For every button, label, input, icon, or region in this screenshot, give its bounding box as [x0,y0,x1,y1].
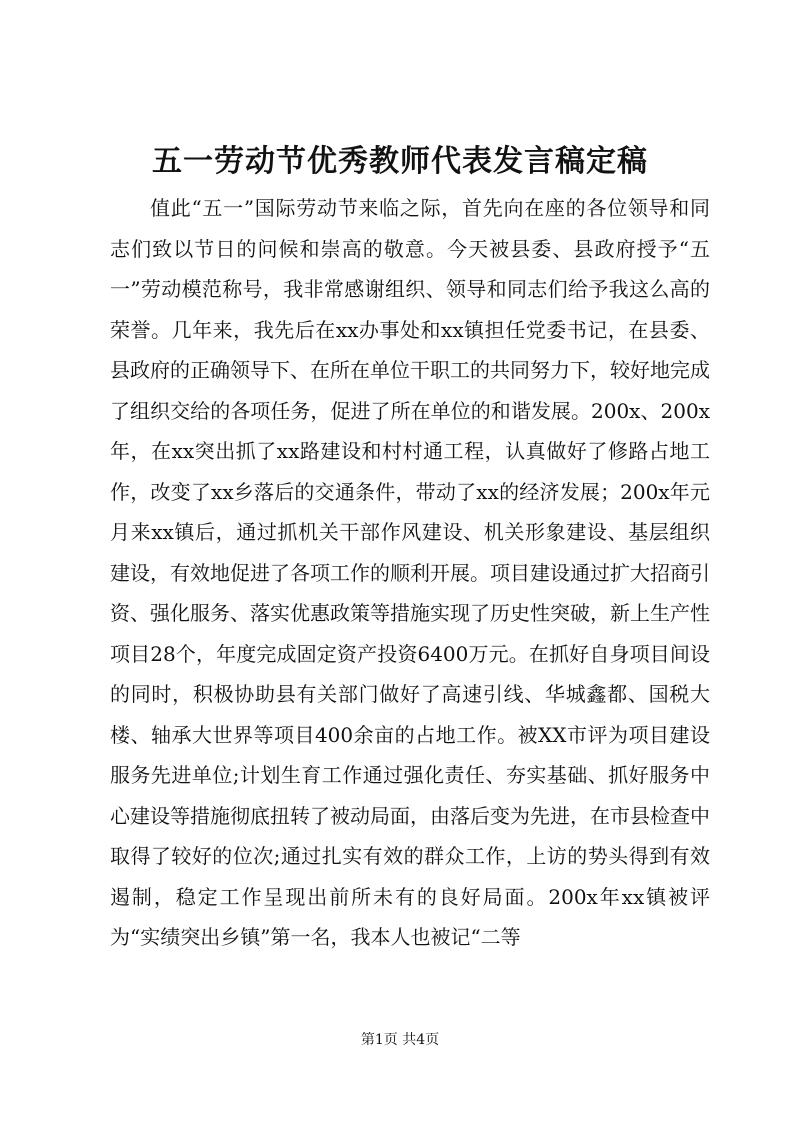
document-title: 五一劳动节优秀教师代表发言稿定稿 [152,144,648,179]
document-body-paragraph: 值此“五一”国际劳动节来临之际，首先向在座的各位领导和同志们致以节日的问候和崇高的敬意。今天被县委、县政府授予“五一”劳动模范称号，我非常感谢组织、领导和同志们给予我这么高的荣誉。几年来，我先后在xx办事处和xx镇担任党委书记，在县委、县政府的正确领导下、在所在单位干职工的共同努力下，较好地完成了组织交给的各项任务，促进了所在单位的和谐发展。200x、200x年，在xx突出抓了xx路建设和村村通工程，认真做好了修路占地工作，改变了xx乡落后的交通条件，带动了xx的经济发展；200x年元月来xx镇后，通过抓机关干部作风建设、机关形象建设、基层组织建设，有效地促进了各项工作的顺利开展。项目建设通过扩大招商引资、强化服务、落实优惠政策等措施实现了历史性突破，新上生产性项目28个，年度完成固定资产投资6400万元。在抓好自身项目间设的同时，积极协助县有关部门做好了高速引线、华城鑫都、国税大楼、轴承大世界等项目400余亩的占地工作。被XX市评为项目建设服务先进单位;计划生育工作通过强化责任、夯实基础、抓好服务中心建设等措施彻底扭转了被动局面，由落后变为先进，在市县检查中取得了较好的位次;通过扎实有效的群众工作，上访的势头得到有效遏制，稳定工作呈现出前所未有的良好局面。200x年xx镇被评为“实绩突出乡镇”第一名，我本人也被记“二等 [110,196,710,949]
page-number-footer: 第1页 共4页 [360,1032,440,1048]
